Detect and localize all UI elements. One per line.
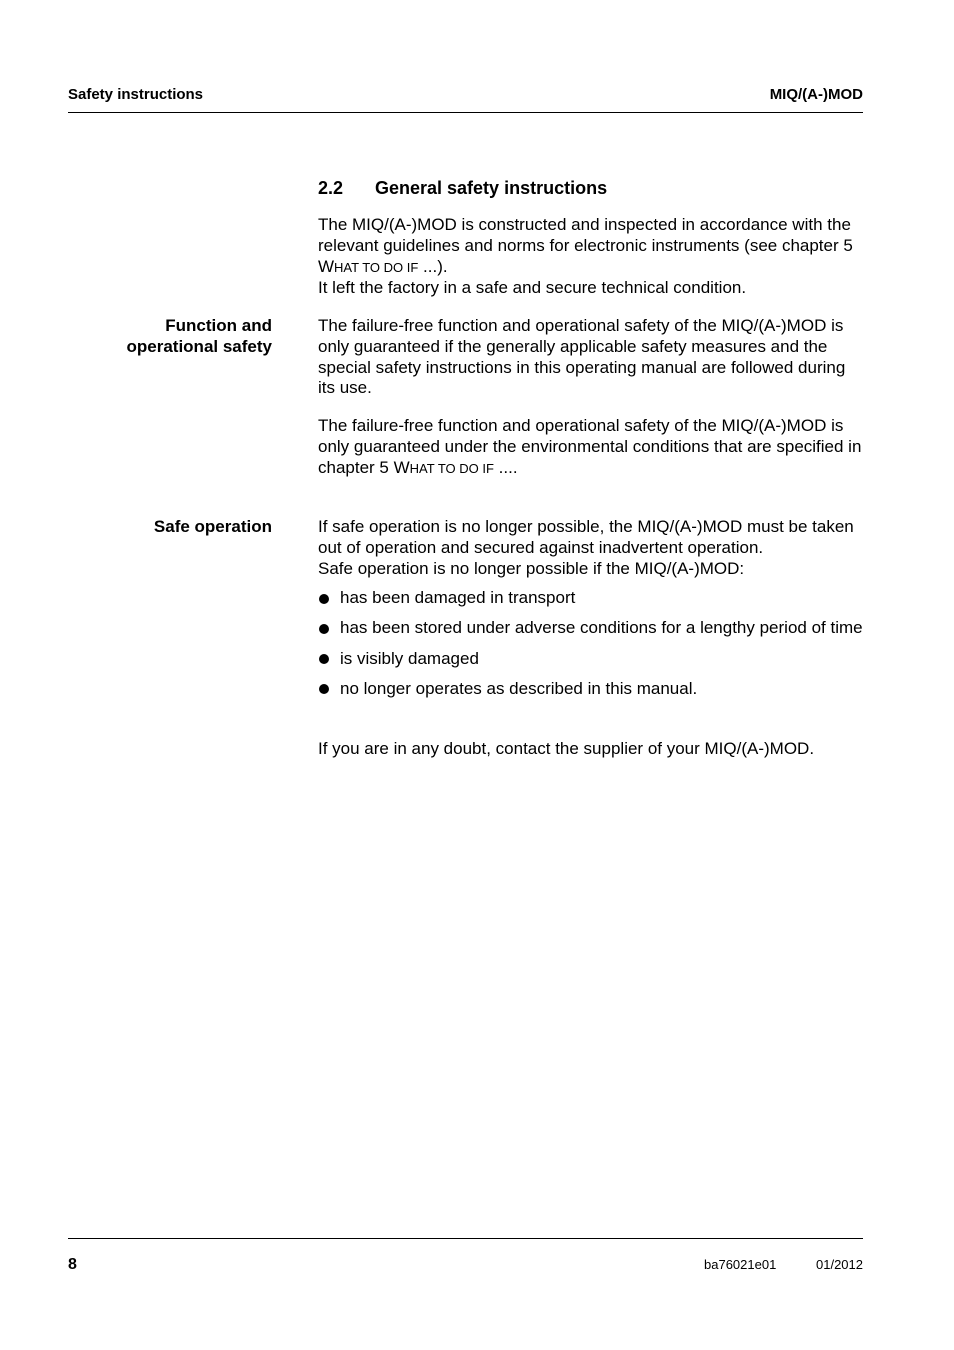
- closing-paragraph: If you are in any doubt, contact the supplier of your MIQ/(A-)MOD.: [318, 739, 815, 758]
- margin-label-safe-operation: Safe operation: [153, 517, 272, 536]
- running-header-chapter: Safety instructions: [68, 86, 204, 103]
- intro-condition: It left the factory in a safe and secure technical condition.: [318, 278, 747, 298]
- document-date: 01/2012: [816, 1257, 863, 1272]
- bullet-icon: [319, 594, 329, 604]
- chapter-ref: WHAT TO DO IF: [318, 256, 419, 276]
- section-number: 2.2: [318, 178, 344, 198]
- bullet-icon: [319, 684, 329, 694]
- header-divider: [68, 112, 863, 113]
- intro-text: The MIQ/(A-)MOD is constructed and inspected in accordance with the relevant guidelines and norms for electronic instruments (see chapter 5: [318, 215, 853, 255]
- bullet-icon: [319, 654, 329, 664]
- safe-operation-paragraph: If safe operation is no longer possible, the MIQ/(A-)MOD must be taken out of operation and secured against inadvertent operation. Safe operation is no longer possible if the MIQ/(A-)MOD:: [318, 517, 854, 578]
- list-item: has been stored under adverse conditions for a lengthy period of time: [318, 618, 863, 639]
- margin-label-function-safety: Function and operational safety: [126, 316, 272, 356]
- section-heading: [318, 177, 607, 199]
- section-title: General safety instructions: [375, 178, 608, 198]
- footer-divider: [68, 1238, 863, 1239]
- page-number: 8: [68, 1256, 77, 1273]
- bullet-icon: [319, 624, 329, 634]
- function-safety-paragraph-1: The failure-free function and operational safety of the MIQ/(A-)MOD is only guaranteed if the generally applicable safety measures and the special safety instructions in this operating manual are followed during its use.: [318, 316, 846, 398]
- document-id: ba76021e01: [704, 1257, 777, 1272]
- list-item: has been damaged in transport: [318, 588, 863, 609]
- list-item: no longer operates as described in this manual.: [318, 679, 863, 700]
- unsafe-conditions-list: [318, 588, 863, 709]
- running-header-product: MIQ/(A-)MOD: [769, 86, 863, 103]
- function-safety-paragraph-2: The failure-free function and operational safety of the MIQ/(A-)MOD is only guaranteed under the environmental conditions that are specified in chapter 5 WHAT TO DO IF ....: [318, 416, 862, 477]
- list-item: is visibly damaged: [318, 649, 863, 670]
- intro-paragraph: The MIQ/(A-)MOD is constructed and inspected in accordance with the relevant guidelines and norms for electronic instruments (see chapter 5 WHAT TO DO IF ...). It left the factory in a safe and secure technical condition.: [318, 215, 853, 298]
- chapter-ref: WHAT TO DO IF: [393, 457, 494, 477]
